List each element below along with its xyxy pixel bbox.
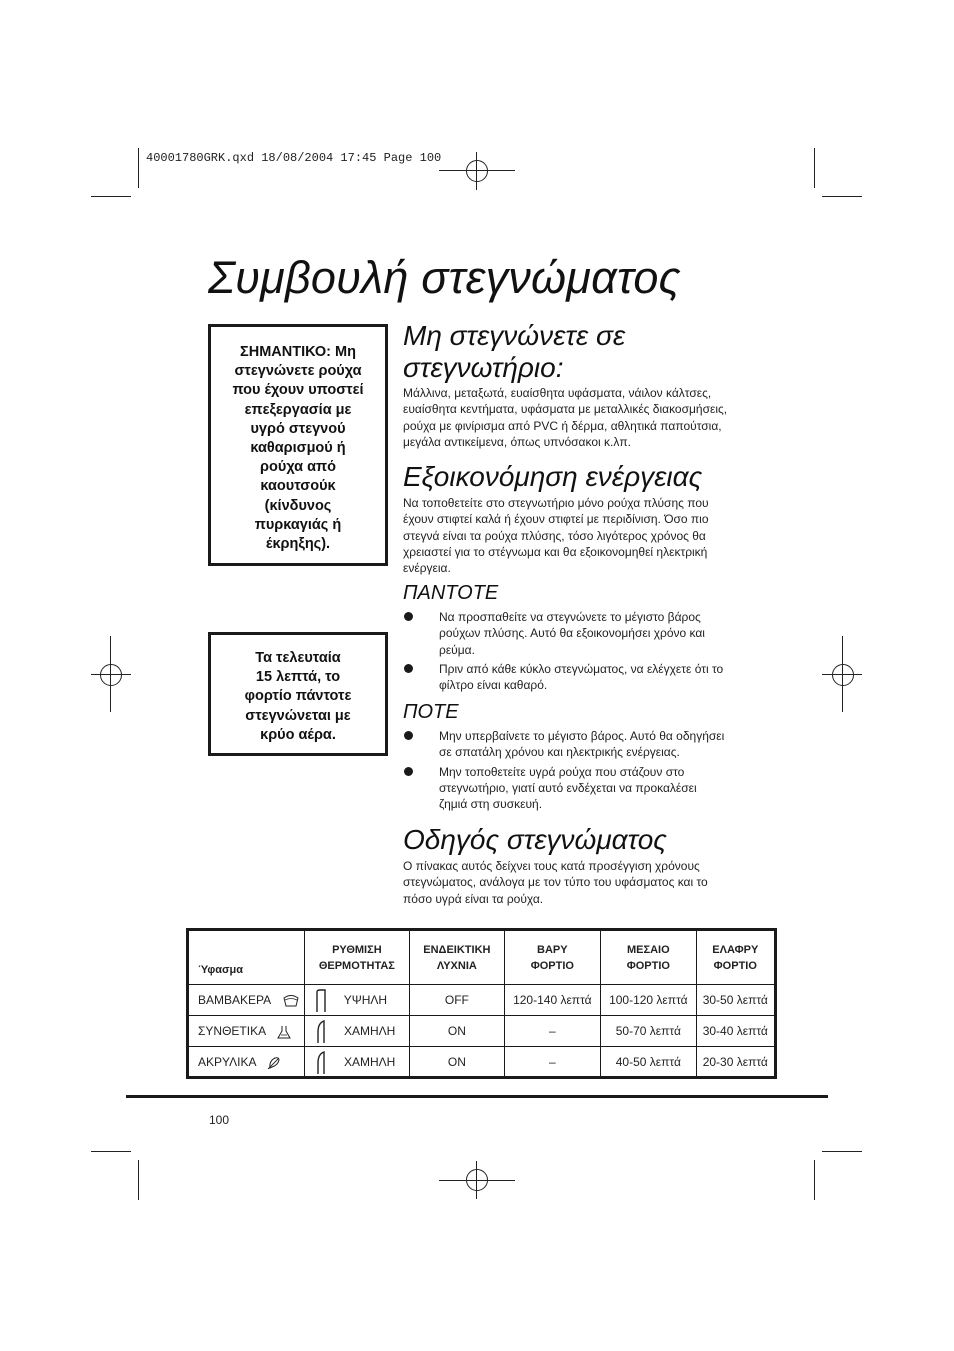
- box-line: στεγνώνετε ρούχα: [234, 363, 362, 380]
- box-line: (κίνδυνος: [264, 497, 332, 514]
- header-text: ΘΕΡΜΟΤΗΤΑΣ: [318, 959, 395, 972]
- low-heat-icon: [315, 1051, 327, 1075]
- header-text: ΦΟΡΤΙΟ: [626, 959, 670, 972]
- header-text: ΛΥΧΝΙΑ: [436, 959, 477, 972]
- medium-load-cell: 40-50 λεπτά: [601, 1047, 696, 1078]
- text-line: έχουν στιφτεί καλά ή έχουν στιφτεί με περιδίνιση. Όσο πιο: [403, 512, 709, 527]
- box-line: ΣΗΜΑΝΤΙΚΟ: Μη: [240, 344, 356, 360]
- table-row: [188, 1047, 776, 1078]
- text-line: Ο πίνακας αυτός δείχνει τους κατά προσέγγιση χρόνους: [403, 859, 700, 873]
- lamp-cell: OFF: [410, 985, 504, 1016]
- heat-setting-cell: [304, 985, 410, 1016]
- box-line: που έχουν υποστεί: [232, 382, 364, 399]
- drying-guide-heading: Οδηγός στεγνώματος: [403, 824, 667, 855]
- text-line: ζημιά στη συσκευή.: [439, 797, 543, 812]
- text-line: στεγνά είναι τα ρούχα πλύσης, τόσο λιγότερος χρόνος θα: [403, 528, 706, 543]
- text-line: ρούχων πλύσης. Αυτό θα εξοικονομήσει χρόνο και: [439, 626, 705, 641]
- text-line: φίλτρο είναι καθαρό.: [439, 678, 548, 693]
- box-line: φορτίο πάντοτε: [244, 688, 352, 705]
- text-line: ρούχα με φινίρισμα από PVC ή δέρμα, αθλητικά παπούτσια,: [403, 418, 722, 433]
- low-heat-icon: [315, 1020, 327, 1044]
- text-line: πόσο υγρά είναι τα ρούχα.: [403, 891, 544, 906]
- cotton-care-icon: [282, 994, 300, 1008]
- box-line: στεγνώνεται με: [245, 707, 351, 724]
- always-list: [403, 609, 763, 693]
- text-line: ενέργεια.: [403, 561, 451, 576]
- footer-rule: [126, 1095, 828, 1098]
- do-not-dry-text: [403, 385, 727, 450]
- heat-setting-cell: [304, 1016, 410, 1047]
- never-heading: ΠΟΤΕ: [403, 701, 459, 723]
- heavy-load-cell: –: [504, 1047, 600, 1078]
- list-item: [403, 609, 763, 658]
- box-line: Τα τελευταία: [255, 650, 341, 666]
- box-line: έκρηξης).: [265, 536, 331, 553]
- synthetic-care-icon: [277, 1025, 291, 1039]
- column-header-heat-setting: [304, 930, 410, 985]
- box-line: κρύο αέρα.: [260, 726, 336, 743]
- always-heading: ΠΑΝΤΟΤΕ: [403, 582, 499, 604]
- text-line: Πριν από κάθε κύκλο στεγνώματος, να ελέγχετε ότι το: [439, 661, 724, 676]
- box-line: ρούχα από: [260, 459, 336, 476]
- heavy-load-cell: –: [504, 1016, 600, 1047]
- cool-air-note-box: [208, 632, 388, 756]
- heading-line: Μη στεγνώνετε σε: [403, 320, 626, 351]
- heat-label: ΧΑΜΗΛΗ: [343, 1024, 396, 1038]
- header-text: ΦΟΡΤΙΟ: [530, 959, 574, 972]
- header-text: ΜΕΣΑΙΟ: [626, 943, 670, 956]
- text-line: ευαίσθητα κεντήματα, υφάσματα με μεταλλικές διακοσμήσεις,: [403, 402, 728, 417]
- box-line: καουτσούκ: [260, 478, 336, 495]
- fabric-name: ΒΑΜΒΑΚΕΡΑ: [198, 993, 271, 1007]
- table-row: [188, 985, 776, 1016]
- bullet-icon: [404, 612, 413, 621]
- text-line: στεγνωτήριο, γιατί αυτό ενδέχεται να προκαλέσει: [439, 780, 697, 795]
- acrylic-care-icon: [267, 1056, 281, 1070]
- text-line: σε σπατάλη χρόνου και ηλεκτρικής ενέργειας.: [439, 745, 680, 760]
- text-line: Να προσπαθείτε να στεγνώνετε το μέγιστο βάρος: [439, 610, 701, 624]
- crop-mark: [138, 148, 139, 188]
- page-title: Συμβουλή στεγνώματος: [208, 252, 681, 303]
- important-warning-box: [208, 324, 388, 566]
- crop-mark: [91, 1151, 131, 1152]
- medium-load-cell: 50-70 λεπτά: [601, 1016, 696, 1047]
- header-text: ΡΥΘΜΙΣΗ: [332, 943, 382, 956]
- fabric-cell: [188, 985, 305, 1016]
- heat-label: ΥΨΗΛΗ: [343, 993, 388, 1007]
- registration-circle-icon: [832, 664, 854, 686]
- text-line: Μην υπερβαίνετε το μέγιστο βάρος. Αυτό θα οδηγήσει: [439, 729, 725, 743]
- text-line: Να τοποθετείτε στο στεγνωτήριο μόνο ρούχα πλύσης που: [403, 496, 709, 510]
- header-text: ΕΝΔΕΙΚΤΙΚΗ: [423, 943, 491, 956]
- column-header-medium-load: [601, 930, 696, 985]
- column-header-heavy-load: [504, 930, 600, 985]
- text-line: μεγάλα αντικείμενα, όπως υπνόσακοι κ.λπ.: [403, 434, 631, 449]
- energy-saving-text: [403, 495, 709, 576]
- never-list: [403, 728, 763, 812]
- text-line: Μάλλινα, μεταξωτά, ευαίσθητα υφάσματα, νάιλον κάλτσες,: [403, 386, 712, 400]
- column-header-indicator-lamp: [410, 930, 504, 985]
- heat-setting-cell: [304, 1047, 410, 1078]
- bullet-icon: [404, 767, 413, 776]
- fabric-name: ΣΥΝΘΕΤΙΚΑ: [198, 1024, 266, 1038]
- header-text: Ύφασμα: [198, 964, 244, 976]
- crop-mark: [822, 196, 862, 197]
- drying-times-table: [186, 928, 777, 1079]
- light-load-cell: 20-30 λεπτά: [696, 1047, 775, 1078]
- high-heat-icon: [315, 989, 327, 1013]
- heat-label: ΧΑΜΗΛΗ: [343, 1055, 396, 1069]
- crop-mark: [814, 1160, 815, 1200]
- file-header: 40001780GRK.qxd 18/08/2004 17:45 Page 100: [146, 151, 442, 165]
- heavy-load-cell: 120-140 λεπτά: [504, 985, 600, 1016]
- registration-circle-icon: [100, 664, 122, 686]
- fabric-cell: [188, 1016, 305, 1047]
- medium-load-cell: 100-120 λεπτά: [601, 985, 696, 1016]
- do-not-dry-heading: [403, 320, 625, 384]
- registration-circle-icon: [466, 1169, 488, 1191]
- fabric-cell: [188, 1047, 305, 1078]
- crop-mark: [822, 1151, 862, 1152]
- list-item: [403, 728, 763, 761]
- table-row: [188, 1016, 776, 1047]
- box-line: καθαρισμού ή: [250, 440, 346, 457]
- column-header-fabric: [188, 930, 305, 985]
- heading-line: στεγνωτήριο:: [403, 352, 564, 383]
- text-line: ρεύμα.: [439, 642, 475, 657]
- text-line: χρειαστεί για το στέγνωμα και θα εξοικονομηθεί ηλεκτρική: [403, 544, 708, 559]
- energy-saving-heading: Εξοικονόμηση ενέργειας: [403, 461, 703, 492]
- lamp-cell: ON: [410, 1016, 504, 1047]
- box-line: πυρκαγιάς ή: [254, 516, 342, 533]
- crop-mark: [91, 196, 131, 197]
- crop-mark: [138, 1160, 139, 1200]
- list-item: [403, 764, 763, 813]
- box-line: υγρό στεγνού: [250, 420, 346, 437]
- header-text: ΕΛΑΦΡΥ: [712, 943, 759, 956]
- page-number: 100: [209, 1113, 230, 1127]
- light-load-cell: 30-50 λεπτά: [696, 985, 775, 1016]
- header-text: ΒΑΡΥ: [537, 943, 568, 956]
- list-item: [403, 661, 763, 694]
- light-load-cell: 30-40 λεπτά: [696, 1016, 775, 1047]
- text-line: Μην τοποθετείτε υγρά ρούχα που στάζουν στο: [439, 764, 685, 779]
- table-header-row: [188, 930, 776, 985]
- column-header-light-load: [696, 930, 775, 985]
- lamp-cell: ON: [410, 1047, 504, 1078]
- box-line: 15 λεπτά, το: [255, 669, 341, 686]
- drying-guide-text: [403, 858, 708, 907]
- header-text: ΦΟΡΤΙΟ: [713, 959, 757, 972]
- text-line: στεγνώματος, ανάλογα με τον τύπο του υφάσματος και το: [403, 875, 708, 890]
- crop-mark: [814, 148, 815, 188]
- registration-circle-icon: [466, 160, 488, 182]
- bullet-icon: [404, 664, 413, 673]
- bullet-icon: [404, 731, 413, 740]
- box-line: επεξεργασία με: [244, 401, 352, 418]
- fabric-name: ΑΚΡΥΛΙΚΑ: [198, 1055, 256, 1069]
